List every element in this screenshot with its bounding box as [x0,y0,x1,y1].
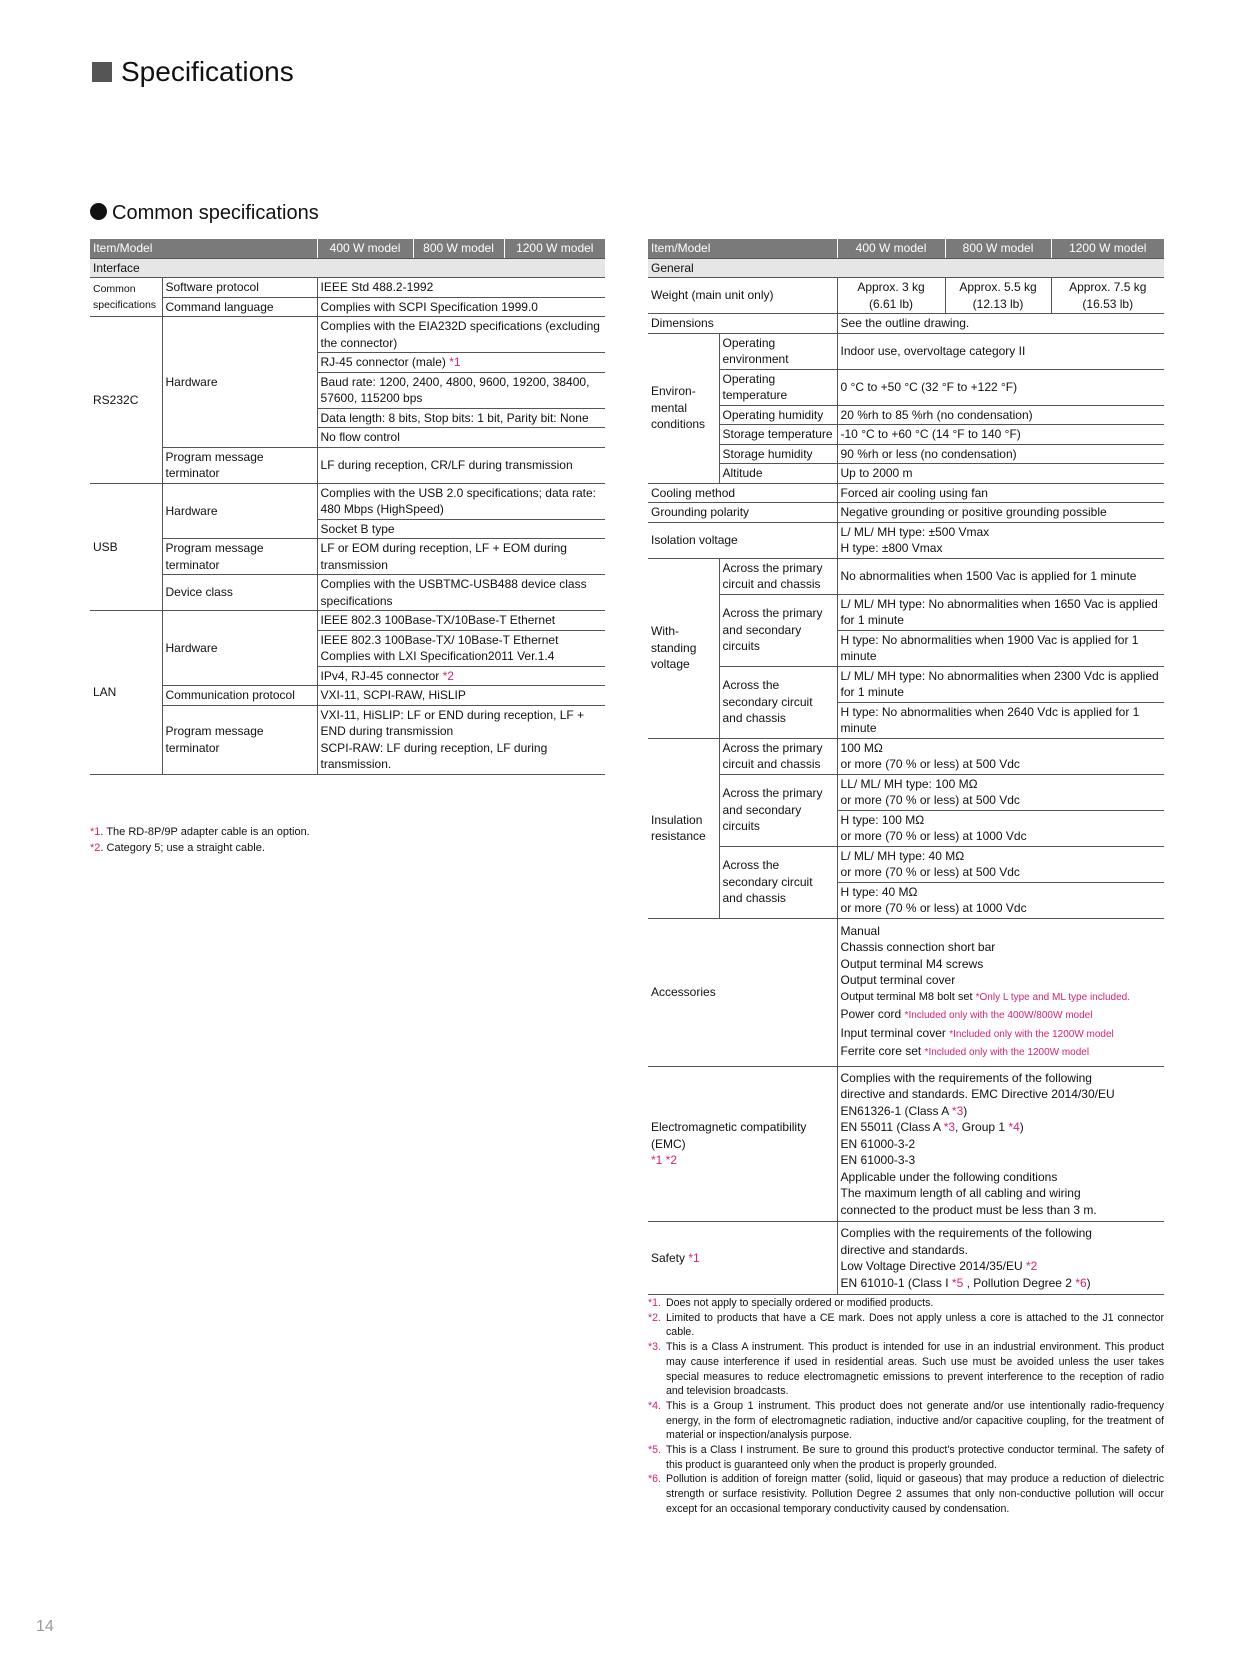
list-item: Manual [840,923,880,938]
list-item: Output terminal M4 screws [840,956,984,971]
table-row: Accessories Manual Chassis connection short bar Output terminal M4 screws Output terminal cover Output terminal M8 bolt set *Only L type and ML type included. Power cord *Included only with the 400W/800W model Input terminal cover *Included only with the 1200W model Ferrite core set *Included only with the 1200W model [648,918,1164,1066]
interface-spec-table [90,239,605,775]
group-label: Environ- mental conditions [648,333,719,483]
table-row: Altitude Up to 2000 m [648,464,1164,484]
list-item: Ferrite core set *Included only with the 1200W model [840,1044,1090,1058]
footnote: *3. This is a Class A instrument. This product is intended for use in an industrial environment. This product may cause interference if used in residential areas. Such use must be avoided unless the user takes special measures to reduce electromagnetic emissions to prevent interference to the reception of radio and television broadcasts. [648,1341,1164,1398]
general-spec-table [648,239,1164,1295]
page-title: Specifications [92,56,294,88]
table-row: Common specifications Software protocol IEEE Std 488.2-1992 [90,278,605,298]
table-row: H type: No abnormalities when 2640 Vdc is applied for 1 minute [648,702,1164,738]
table-row: Program message terminator LF or EOM during reception, LF + EOM during transmission [90,539,605,575]
table-row: Program message terminator LF during reception, CR/LF during transmission [90,447,605,483]
table-row: Command language Complies with SCPI Specification 1999.0 [90,297,605,317]
list-item: Chassis connection short bar [840,940,996,954]
table-row: RS232C Hardware Complies with the EIA232D specifications (excluding the connector) [90,317,605,353]
table-row: Environ- mental conditions Operating environment Indoor use, overvoltage category II [648,333,1164,369]
table-row: Across the secondary circuit and chassis L/ ML/ MH type: 40 MΩ or more (70 % or less) at 500 Vdc [648,846,1164,882]
table-row: Socket B type [90,519,605,539]
table-row: Communication protocol VXI-11, SCPI-RAW, HiSLIP [90,686,605,706]
table-row: No flow control [90,428,605,448]
table-row: H type: 100 MΩ or more (70 % or less) at 1000 Vdc [648,810,1164,846]
group-header-row: Interface [90,258,605,278]
table-row: Baud rate: 1200, 2400, 4800, 9600, 19200, 38400, 57600, 115200 bps [90,372,605,408]
table-row: RJ-45 connector (male) *1 [90,353,605,373]
footnote: *5. This is a Class I instrument. Be sure to ground this product's protective conductor terminal. The safety of this product is guaranteed only when the product is properly grounded. [648,1444,1164,1471]
table-row: Insulation resistance Across the primary circuit and chassis 100 MΩ or more (70 % or less) at 500 Vdc [648,738,1164,774]
list-item: Output terminal cover [840,973,956,987]
right-footnotes [648,1296,1164,1517]
table-row: H type: 40 MΩ or more (70 % or less) at 1000 Vdc [648,882,1164,918]
group-header-row: General [648,258,1164,278]
group-label: Common specifications [90,278,162,317]
footnote: *1. The RD-8P/9P adapter cable is an option. [90,826,310,838]
square-bullet-icon [92,62,112,82]
page-number: 14 [36,1618,54,1635]
table-row: IEEE 802.3 100Base-TX/ 10Base-T Ethernet Complies with LXI Specification2011 Ver.1.4 [90,630,605,666]
group-label: USB [90,483,162,611]
table-row: USB Hardware Complies with the USB 2.0 specifications; data rate: 480 Mbps (HighSpeed) [90,483,605,519]
table-row: Operating temperature 0 °C to +50 °C (32 °F to +122 °F) [648,369,1164,405]
table-row: Safety *1 Complies with the requirements of the following directive and standards. Low Voltage Directive 2014/35/EU *2 EN 61010-1 (Class I *5 , Pollution Degree 2 *6) [648,1222,1164,1295]
circle-bullet-icon [90,203,107,220]
group-label: Insulation resistance [648,738,719,918]
table-header-row: Item/Model 400 W model 800 W model 1200 W model [90,239,605,258]
table-row: Cooling method Forced air cooling using fan [648,483,1164,503]
table-row: Dimensions See the outline drawing. [648,314,1164,334]
table-row: Device class Complies with the USBTMC-USB488 device class specifications [90,575,605,611]
table-row: Weight (main unit only) Approx. 3 kg (6.61 lb) Approx. 5.5 kg (12.13 lb) Approx. 7.5 kg (16.53 lb) [648,278,1164,314]
table-row: Grounding polarity Negative grounding or positive grounding possible [648,503,1164,523]
group-label: RS232C [90,317,162,484]
left-footnotes [90,824,310,856]
table-row: Isolation voltage L/ ML/ MH type: ±500 Vmax H type: ±800 Vmax [648,522,1164,558]
footnote: *6. Pollution is addition of foreign matter (solid, liquid or gaseous) that may produce a reduction of dielectric strength or surface resistivity. Pollution Degree 2 assumes that only non-conductive pollution will occur except for an occasional temporary conductivity caused by condensation. [648,1473,1164,1515]
table-row: Data length: 8 bits, Stop bits: 1 bit, Parity bit: None [90,408,605,428]
table-row: Across the primary and secondary circuits LL/ ML/ MH type: 100 MΩ or more (70 % or less) at 500 Vdc [648,774,1164,810]
group-label: LAN [90,611,162,775]
table-row: LAN Hardware IEEE 802.3 100Base-TX/10Base-T Ethernet [90,611,605,631]
footnote: *1. Does not apply to specially ordered or modified products. [648,1297,934,1309]
table-row: Operating humidity 20 %rh to 85 %rh (no condensation) [648,405,1164,425]
table-row: IPv4, RJ-45 connector *2 [90,666,605,686]
footnote: *2. Limited to products that have a CE mark. Does not apply unless a core is attached to the J1 connector cable. [648,1311,1164,1339]
group-label: With- standing voltage [648,558,719,738]
list-item: Power cord *Included only with the 400W/800W model [840,1007,1093,1021]
table-row: Storage temperature -10 °C to +60 °C (14 °F to 140 °F) [648,425,1164,445]
table-row: Across the primary and secondary circuits L/ ML/ MH type: No abnormalities when 1650 Vac is applied for 1 minute [648,594,1164,630]
table-row: Electromagnetic compatibility (EMC) *1 *2 Complies with the requirements of the following directive and standards. EMC Directive 2014/30/EU EN61326-1 (Class A *3) EN 55011 (Class A *3, Group 1 *4) EN 61000-3-2 EN 61000-3-3 Applicable under the following conditions The maximum length of all cabling and wiring connected to the product must be less than 3 m. [648,1066,1164,1222]
table-row: H type: No abnormalities when 1900 Vac is applied for 1 minute [648,630,1164,666]
table-row: Storage humidity 90 %rh or less (no condensation) [648,444,1164,464]
accessories-list [837,918,1164,1066]
table-row: Across the secondary circuit and chassis L/ ML/ MH type: No abnormalities when 2300 Vdc is applied for 1 minute [648,666,1164,702]
section-title: Common specifications [90,202,319,225]
footnote: *4. This is a Group 1 instrument. This product does not generate and/or use intentionally radio-frequency energy, in the form of electromagnetic radiation, inductive and/or capacitive coupling, for the treatment of material or inspection/analysis purpose. [648,1399,1164,1442]
list-item: Output terminal M8 bolt set *Only L type and ML type included. [840,990,1130,1003]
footnote: *2. Category 5; use a straight cable. [90,842,265,854]
table-header-row: Item/Model 400 W model 800 W model 1200 W model [648,239,1164,258]
table-row: Program message terminator VXI-11, HiSLIP: LF or END during reception, LF + END during transmission SCPI-RAW: LF during reception, LF during transmission. [90,705,605,774]
list-item: Input terminal cover *Included only with the 1200W model [840,1025,1114,1040]
table-row: With- standing voltage Across the primary circuit and chassis No abnormalities when 1500 Vac is applied for 1 minute [648,558,1164,594]
